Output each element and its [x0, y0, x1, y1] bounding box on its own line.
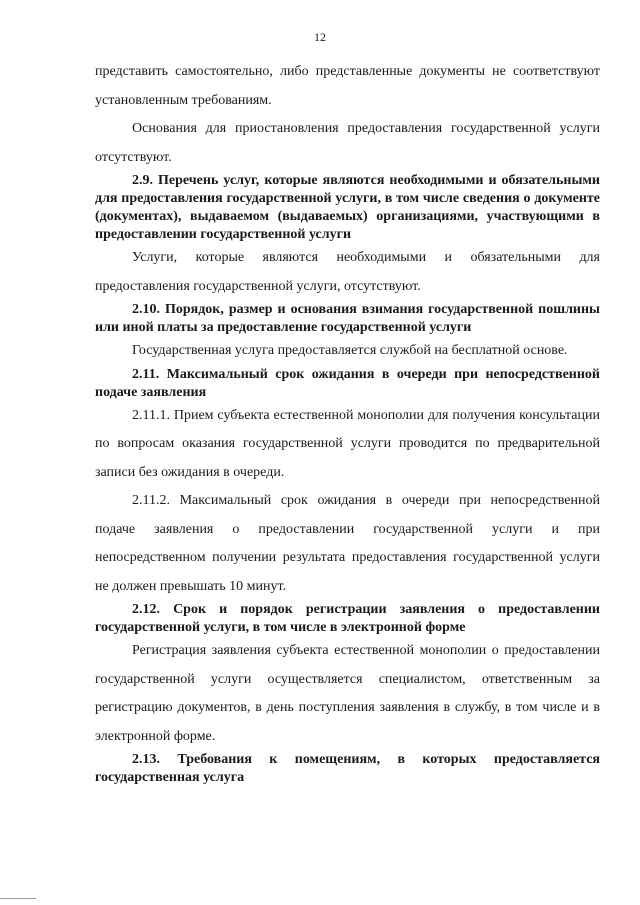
- paragraph-continuation: представить самостоятельно, либо представленные документы не соответствуют установленным требованиям.: [95, 64, 600, 108]
- scan-edge-mark: [0, 898, 36, 899]
- paragraph-suspension-grounds: Основания для приостановления предоставления государственной услуги отсутствуют.: [95, 121, 600, 165]
- section-heading-2-10: 2.10. Порядок, размер и основания взимания государственной пошлины или иной платы за предоставление государственной услуги: [95, 302, 600, 335]
- paragraph-2-11-1: 2.11.1. Прием субъекта естественной монополии для получения консультации по вопросам оказания государственной услуги проводится по предварительной записи без ожидания в очереди.: [95, 407, 600, 480]
- paragraph-2-11-2: 2.11.2. Максимальный срок ожидания в очереди при непосредственной подаче заявления о предоставлении государственной услуги и при непосредственном получении результата предоставления государственной услуги не должен превышать 10 минут.: [95, 493, 600, 594]
- document-body: [95, 58, 600, 787]
- page-number: 12: [314, 30, 326, 44]
- section-heading-2-13: 2.13. Требования к помещениям, в которых предоставляется государственная услуга: [95, 752, 600, 785]
- paragraph-free-service: Государственная услуга предоставляется службой на бесплатной основе.: [132, 343, 568, 358]
- section-heading-2-12: 2.12. Срок и порядок регистрации заявления о предоставлении государственной услуги, в том числе в электронной форме: [95, 602, 600, 635]
- paragraph-registration: Регистрация заявления субъекта естественной монополии о предоставлении государственной услуги осуществляется специалистом, ответственным за регистрацию документов, в день поступления заявления в службу, в том числе и в электронной форме.: [95, 643, 600, 744]
- paragraph-required-services: Услуги, которые являются необходимыми и обязательными для предоставления государственной услуги, отсутствуют.: [95, 250, 600, 294]
- section-heading-2-9: 2.9. Перечень услуг, которые являются необходимыми и обязательными для предоставления государственной услуги, в том числе сведения о документе (документах), выдаваемом (выдаваемых) организациями, участвующими в предоставлении государственной услуги: [95, 173, 600, 242]
- section-heading-2-11: 2.11. Максимальный срок ожидания в очереди при непосредственной подаче заявления: [95, 366, 600, 400]
